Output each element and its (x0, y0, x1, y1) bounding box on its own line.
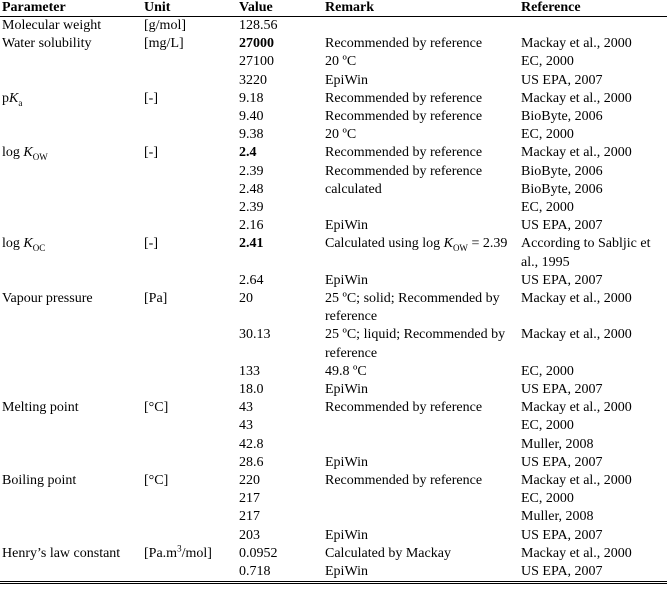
cell-remark: Recommended by reference (325, 36, 483, 52)
cell-reference: According to Sabljic et al., 1995 (521, 236, 651, 270)
cell-reference: US EPA, 2007 (521, 272, 603, 288)
cell-remark: EpiWin (325, 272, 368, 288)
cell-reference: Mackay et al., 2000 (521, 473, 632, 489)
cell-parameter (0, 53, 142, 71)
parameter-symbol: K (23, 145, 33, 161)
table-row (0, 290, 667, 326)
table-row (0, 53, 667, 71)
cell-remark: EpiWin (325, 382, 368, 398)
cell-parameter (0, 563, 142, 583)
cell-reference: Mackay et al., 2000 (521, 545, 632, 561)
cell-reference: Mackay et al., 2000 (521, 90, 632, 106)
cell-parameter (0, 326, 142, 362)
cell-parameter (0, 490, 142, 508)
cell-value: 20 (239, 291, 253, 307)
parameter-subscript: OC (32, 243, 46, 254)
cell-parameter: Henry’s law constant (2, 545, 121, 561)
cell-unit (142, 326, 237, 362)
cell-remark (323, 508, 519, 526)
parameter-symbol: K (23, 236, 33, 252)
cell-reference: EC, 2000 (521, 200, 574, 216)
cell-value: 27100 (239, 54, 274, 70)
cell-unit: [Pa] (144, 291, 168, 307)
cell-remark: 49.8 ºC (325, 363, 367, 379)
cell-reference: US EPA, 2007 (521, 218, 603, 234)
cell-unit: [mg/L] (144, 36, 184, 52)
cell-parameter: $\log K_{OW}$ (2, 145, 48, 163)
cell-reference: Mackay et al., 2000 (521, 400, 632, 416)
cell-value: 18.0 (239, 382, 264, 398)
table-row (0, 126, 667, 144)
cell-value: 133 (239, 363, 260, 379)
cell-remark: Recommended by reference (325, 163, 483, 179)
cell-unit (142, 181, 237, 199)
header-value: Value (237, 0, 323, 17)
table-row (0, 144, 667, 162)
table-row (0, 326, 667, 362)
cell-value: 43 (239, 400, 253, 416)
table-header-row (0, 0, 667, 17)
cell-reference: EC, 2000 (521, 54, 574, 70)
cell-value: 2.39 (239, 163, 264, 179)
cell-value: 42.8 (239, 436, 264, 452)
table-row (0, 108, 667, 126)
table-body (0, 17, 667, 583)
cell-value: 9.18 (239, 90, 264, 106)
cell-value: 2.64 (239, 272, 264, 288)
cell-reference: BioByte, 2006 (521, 109, 603, 125)
table-row (0, 381, 667, 399)
cell-reference: US EPA, 2007 (521, 72, 603, 88)
cell-remark: EpiWin (325, 527, 368, 543)
unit-superscript: 3 (177, 543, 182, 554)
cell-parameter (0, 417, 142, 435)
cell-unit (142, 563, 237, 583)
cell-unit (142, 381, 237, 399)
table-row (0, 90, 667, 108)
cell-reference: EC, 2000 (521, 127, 574, 143)
cell-remark (323, 417, 519, 435)
cell-parameter: Vapour pressure (2, 291, 93, 307)
cell-parameter (0, 272, 142, 290)
cell-reference: Mackay et al., 2000 (521, 327, 632, 343)
cell-unit (142, 53, 237, 71)
cell-parameter (0, 217, 142, 235)
table-row (0, 35, 667, 53)
cell-reference: Muller, 2008 (521, 436, 594, 452)
cell-remark (323, 436, 519, 454)
cell-value: 9.38 (239, 127, 264, 143)
cell-remark: Recommended by reference (325, 109, 483, 125)
cell-value: 220 (239, 473, 260, 489)
remark-subscript: OW (452, 243, 468, 254)
table-row (0, 363, 667, 381)
parameter-subscript: a (18, 97, 23, 108)
cell-remark (323, 490, 519, 508)
cell-parameter (0, 381, 142, 399)
cell-value: 0.718 (237, 563, 323, 583)
cell-unit: [-] (144, 145, 158, 161)
cell-value: 2.39 (239, 200, 264, 216)
cell-parameter (0, 436, 142, 454)
table-row (0, 163, 667, 181)
header-reference: Reference (519, 0, 667, 17)
cell-value: 28.6 (239, 454, 264, 470)
table-row (0, 17, 667, 36)
cell-unit: [g/mol] (144, 18, 186, 33)
cell-unit (142, 72, 237, 90)
table-row (0, 272, 667, 290)
cell-unit (142, 108, 237, 126)
cell-remark: EpiWin (325, 218, 368, 234)
cell-unit (142, 436, 237, 454)
table-row (0, 527, 667, 545)
cell-reference: EC, 2000 (521, 418, 574, 434)
parameter-subscript: OW (32, 152, 48, 163)
header-unit: Unit (142, 0, 237, 17)
cell-value: 30.13 (239, 327, 271, 343)
table-row (0, 545, 667, 563)
parameter-symbol: K (9, 90, 19, 106)
cell-parameter (0, 126, 142, 144)
header-parameter: Parameter (0, 0, 142, 17)
cell-parameter: Melting point (2, 400, 79, 416)
cell-value: 217 (239, 509, 260, 525)
cell-reference: Muller, 2008 (521, 509, 594, 525)
cell-parameter: $pK_a$ (2, 90, 23, 108)
table-row (0, 235, 667, 271)
cell-value: 2.41 (239, 236, 264, 252)
cell-unit (142, 199, 237, 217)
cell-parameter (0, 72, 142, 90)
table-row (0, 217, 667, 235)
cell-value: 3220 (239, 72, 267, 88)
cell-reference: Mackay et al., 2000 (521, 36, 632, 52)
cell-value: 217 (239, 491, 260, 507)
cell-reference: US EPA, 2007 (519, 563, 667, 583)
cell-value: 203 (239, 527, 260, 543)
cell-remark: 20 ºC (325, 54, 357, 70)
cell-remark: calculated (325, 181, 382, 197)
cell-parameter: Molecular weight (2, 18, 102, 33)
cell-parameter (0, 163, 142, 181)
cell-parameter (0, 199, 142, 217)
cell-remark: Calculated using $\log K_{OW} = 2.39$ (325, 236, 508, 254)
table-row (0, 563, 667, 583)
cell-remark: Recommended by reference (325, 145, 483, 161)
cell-unit (142, 508, 237, 526)
cell-unit (142, 126, 237, 144)
cell-parameter (0, 181, 142, 199)
cell-unit: [-] (144, 236, 158, 252)
cell-parameter: Boiling point (2, 473, 77, 489)
cell-value: 2.4 (239, 145, 257, 161)
cell-remark: Calculated by Mackay (325, 545, 451, 561)
cell-unit (142, 417, 237, 435)
cell-reference: US EPA, 2007 (521, 527, 603, 543)
cell-unit: [°C] (144, 400, 169, 416)
cell-value: 43 (239, 418, 253, 434)
table-row (0, 181, 667, 199)
cell-remark: EpiWin (323, 563, 519, 583)
table-row (0, 436, 667, 454)
cell-reference (519, 17, 667, 36)
cell-reference: EC, 2000 (521, 491, 574, 507)
cell-remark: EpiWin (325, 454, 368, 470)
cell-remark: Recommended by reference (325, 90, 483, 106)
cell-remark: Recommended by reference (325, 473, 483, 489)
cell-value: 128.56 (239, 18, 278, 33)
cell-unit: [-] (144, 90, 158, 106)
cell-value: 2.48 (239, 181, 264, 197)
header-remark: Remark (323, 0, 519, 17)
cell-remark (323, 17, 519, 36)
table-row (0, 72, 667, 90)
table-row (0, 417, 667, 435)
cell-unit (142, 454, 237, 472)
cell-value: 2.16 (239, 218, 264, 234)
cell-unit: [°C] (144, 473, 169, 489)
table-row (0, 199, 667, 217)
cell-parameter (0, 108, 142, 126)
cell-unit (142, 490, 237, 508)
cell-unit (142, 363, 237, 381)
cell-value: 9.40 (239, 109, 264, 125)
cell-parameter (0, 527, 142, 545)
cell-parameter: Water solubility (2, 36, 92, 52)
cell-parameter: $\log K_{OC}$ (2, 236, 46, 254)
table-row (0, 490, 667, 508)
table-row (0, 472, 667, 490)
cell-remark: 25 ºC; solid; Recommended by reference (325, 291, 500, 325)
cell-unit: $[Pa.m^3/mol]$ (144, 543, 212, 561)
cell-parameter (0, 363, 142, 381)
cell-unit (142, 217, 237, 235)
cell-remark: Recommended by reference (325, 400, 483, 416)
cell-value: 0.0952 (239, 545, 278, 561)
cell-parameter (0, 508, 142, 526)
cell-unit (142, 527, 237, 545)
cell-reference: BioByte, 2006 (521, 181, 603, 197)
cell-reference: EC, 2000 (521, 363, 574, 379)
remark-symbol: K (443, 236, 453, 252)
cell-reference: Mackay et al., 2000 (521, 291, 632, 307)
table-row (0, 508, 667, 526)
cell-reference: Mackay et al., 2000 (521, 145, 632, 161)
cell-remark: EpiWin (325, 72, 368, 88)
cell-unit (142, 272, 237, 290)
cell-reference: US EPA, 2007 (521, 454, 603, 470)
cell-parameter (0, 454, 142, 472)
cell-remark: 25 ºC; liquid; Recommended by reference (325, 327, 506, 361)
cell-remark: 20 ºC (325, 127, 357, 143)
cell-remark (323, 199, 519, 217)
table-row (0, 399, 667, 417)
cell-reference: US EPA, 2007 (521, 382, 603, 398)
cell-reference: BioByte, 2006 (521, 163, 603, 179)
cell-unit (142, 163, 237, 181)
cell-value: 27000 (239, 36, 274, 52)
table-row (0, 454, 667, 472)
